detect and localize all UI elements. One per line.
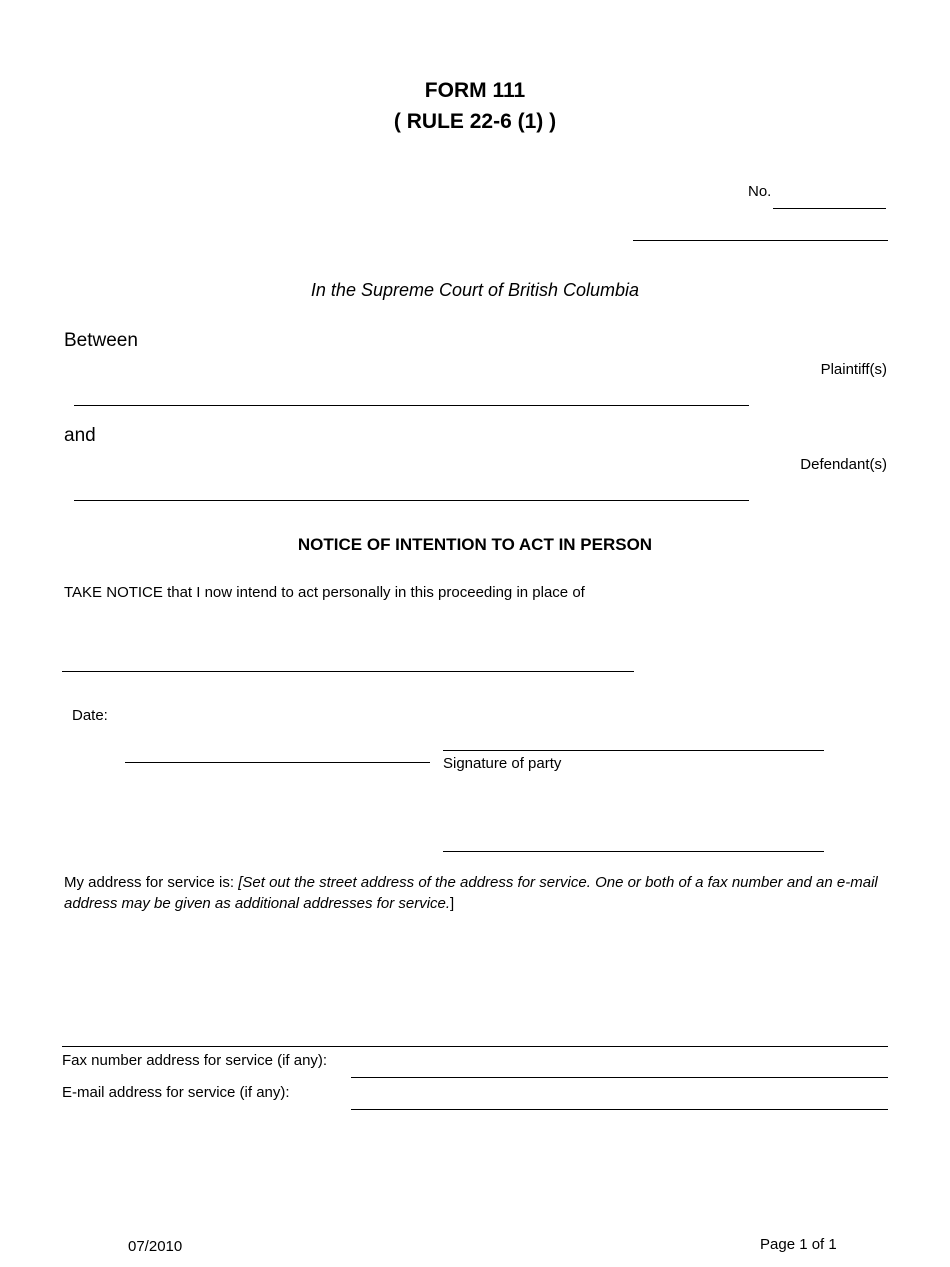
- notice-statement: TAKE NOTICE that I now intend to act personally in this proceeding in place of: [64, 584, 585, 601]
- registry-field[interactable]: [633, 240, 888, 241]
- fax-field[interactable]: [351, 1077, 888, 1078]
- notice-heading: NOTICE OF INTENTION TO ACT IN PERSON: [297, 535, 653, 554]
- court-file-number-label: No.: [748, 183, 772, 200]
- address-for-service-field[interactable]: [62, 1046, 888, 1047]
- address-instruction-close: ]: [450, 895, 455, 912]
- form-revision-date: 07/2010: [128, 1238, 183, 1255]
- form-number: FORM 111: [424, 79, 526, 102]
- defendant-label: Defendant(s): [800, 456, 887, 473]
- court-name: In the Supreme Court of British Columbia: [310, 280, 640, 300]
- signature-field[interactable]: [443, 750, 824, 751]
- address-for-service-label: My address for service is:: [64, 874, 239, 891]
- court-file-number-field[interactable]: [773, 208, 886, 209]
- address-for-service-instruction: [Set out the street address of the address for service. One or both of a fax number and an e-mail address may be given as additional addresses for service.: [64, 874, 878, 912]
- date-label: Date:: [72, 707, 108, 724]
- former-lawyer-field[interactable]: [62, 671, 634, 672]
- signature-label: Signature of party: [443, 755, 562, 772]
- defendant-name-field[interactable]: [74, 500, 749, 501]
- fax-label: Fax number address for service (if any):: [62, 1052, 328, 1069]
- page-number: Page 1 of 1: [760, 1236, 837, 1253]
- party-name-field[interactable]: [443, 851, 824, 852]
- address-for-service-paragraph: [64, 872, 884, 914]
- date-field[interactable]: [125, 762, 430, 763]
- email-label: E-mail address for service (if any):: [62, 1084, 290, 1101]
- and-label: and: [64, 425, 96, 446]
- between-label: Between: [64, 330, 138, 351]
- plaintiff-name-field[interactable]: [74, 405, 749, 406]
- rule-reference: ( RULE 22-6 (1) ): [393, 110, 557, 133]
- plaintiff-label: Plaintiff(s): [820, 361, 887, 378]
- email-field[interactable]: [351, 1109, 888, 1110]
